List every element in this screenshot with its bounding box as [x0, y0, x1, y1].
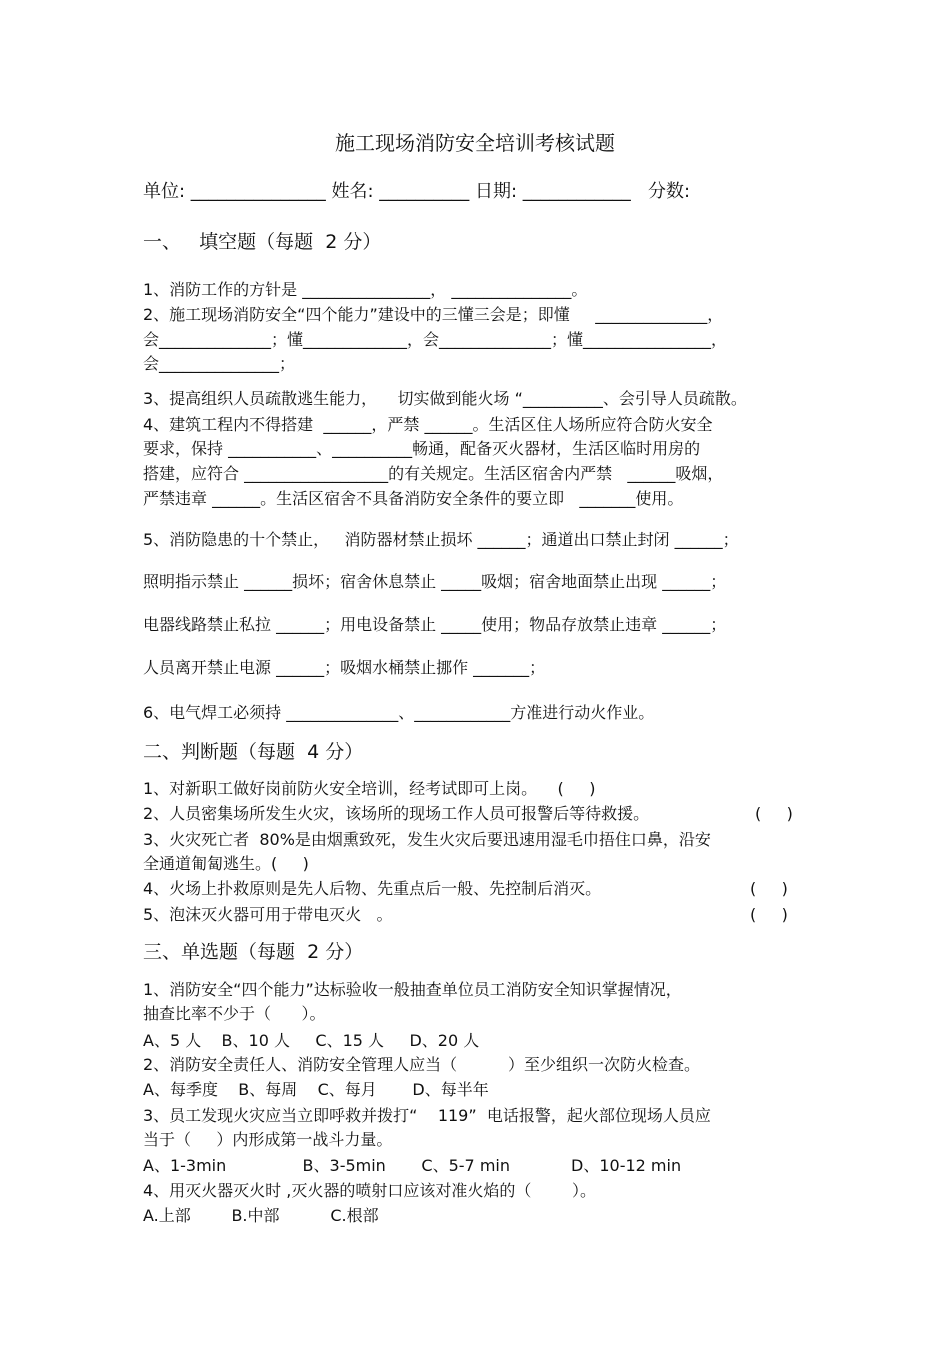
question-line: 全通道匍匐逃生。( ) — [143, 854, 309, 873]
question-line: 1、消防工作的方针是 ________________， _______________。 — [143, 280, 588, 299]
question-line: 当于（ ）内形成第一战斗力量。 — [143, 1130, 393, 1149]
question-line: 抽查比率不少于（ ）。 — [143, 1004, 326, 1023]
section-heading-fill-blank: 一、 填空题（每题 2 分） — [143, 231, 382, 253]
section-heading-true-false: 二、判断题（每题 4 分） — [143, 741, 364, 763]
question-line: 4、用灭火器灭火时 ,灭火器的喷射口应该对准火焰的（ ）。 — [143, 1181, 597, 1200]
option-line: A、1-3min B、3-5min C、5-7 min D、10-12 min — [143, 1156, 682, 1175]
question-line: 电器线路禁止私拉 ______；用电设备禁止 _____使用；物品存放禁止违章 ______； — [143, 615, 727, 634]
question-line: 2、消防安全责任人、消防安全管理人应当（ ）至少组织一次防火检查。 — [143, 1055, 701, 1074]
question-line: 人员离开禁止电源 ______；吸烟水桶禁止挪作 _______； — [143, 658, 546, 677]
question-line: 严禁违章 ______。生活区宿舍不具备消防安全条件的要立即 _______使用。 — [143, 489, 684, 508]
option-line: A.上部 B.中部 C.根部 — [143, 1206, 379, 1225]
question-line: 5、消防隐患的十个禁止， 消防器材禁止损坏 ______；通道出口禁止封闭 ______； — [143, 530, 739, 549]
option-line: A、5 人 B、10 人 C、15 人 D、20 人 — [143, 1031, 480, 1050]
question-line: 3、员工发现火灾应当立即呼救并拨打“ 119” 电话报警，起火部位现场人员应 — [143, 1106, 711, 1125]
question-line: 会______________；懂_____________，会______________；懂________________， — [143, 330, 728, 349]
answer-bracket: ( ) — [750, 905, 788, 924]
question-line: 2、施工现场消防安全“四个能力”建设中的三懂三会是；即懂 ______________， — [143, 305, 724, 324]
question-line: 6、电气焊工必须持 ______________、____________方准进行动火作业。 — [143, 703, 655, 722]
section-heading-single-choice: 三、单选题（每题 2 分） — [143, 941, 364, 963]
question-line: 照明指示禁止 ______损坏；宿舍休息禁止 _____吸烟；宿舍地面禁止出现 ______； — [143, 572, 727, 591]
answer-bracket: ( ) — [755, 804, 793, 823]
question-line: 4、建筑工程内不得搭建 ______，严禁 ______。生活区住人场所应符合防火安全 — [143, 415, 713, 434]
exam-header-fields: 单位: _______________ 姓名: __________ 日期: ____________ 分数: — [143, 181, 691, 202]
question-line: 5、泡沫灭火器可用于带电灭火 。 — [143, 905, 393, 924]
question-line: 会_______________； — [143, 354, 296, 373]
answer-bracket: ( ) — [750, 879, 788, 898]
question-line: 要求，保持 ___________、__________畅通，配备灭火器材，生活区临时用房的 — [143, 439, 701, 458]
question-line: 1、对新职工做好岗前防火安全培训，经考试即可上岗。 ( ) — [143, 779, 596, 798]
question-line: 2、人员密集场所发生火灾，该场所的现场工作人员可报警后等待救援。 — [143, 804, 650, 823]
question-line: 搭建，应符合 __________________的有关规定。生活区宿舍内严禁 ______吸烟， — [143, 464, 724, 483]
question-line: 3、火灾死亡者 80%是由烟熏致死，发生火灾后要迅速用湿毛巾捂住口鼻，沿安 — [143, 830, 711, 849]
question-line: 3、提高组织人员疏散逃生能力， 切实做到能火场 “__________、会引导人员疏散。 — [143, 389, 747, 408]
exam-title: 施工现场消防安全培训考核试题 — [335, 131, 615, 155]
question-line: 4、火场上扑救原则是先人后物、先重点后一般、先控制后消灭。 — [143, 879, 602, 898]
question-line: 1、消防安全“四个能力”达标验收一般抽查单位员工消防安全知识掌握情况， — [143, 980, 682, 999]
option-line: A、每季度 B、每周 C、每月 D、每半年 — [143, 1080, 489, 1099]
